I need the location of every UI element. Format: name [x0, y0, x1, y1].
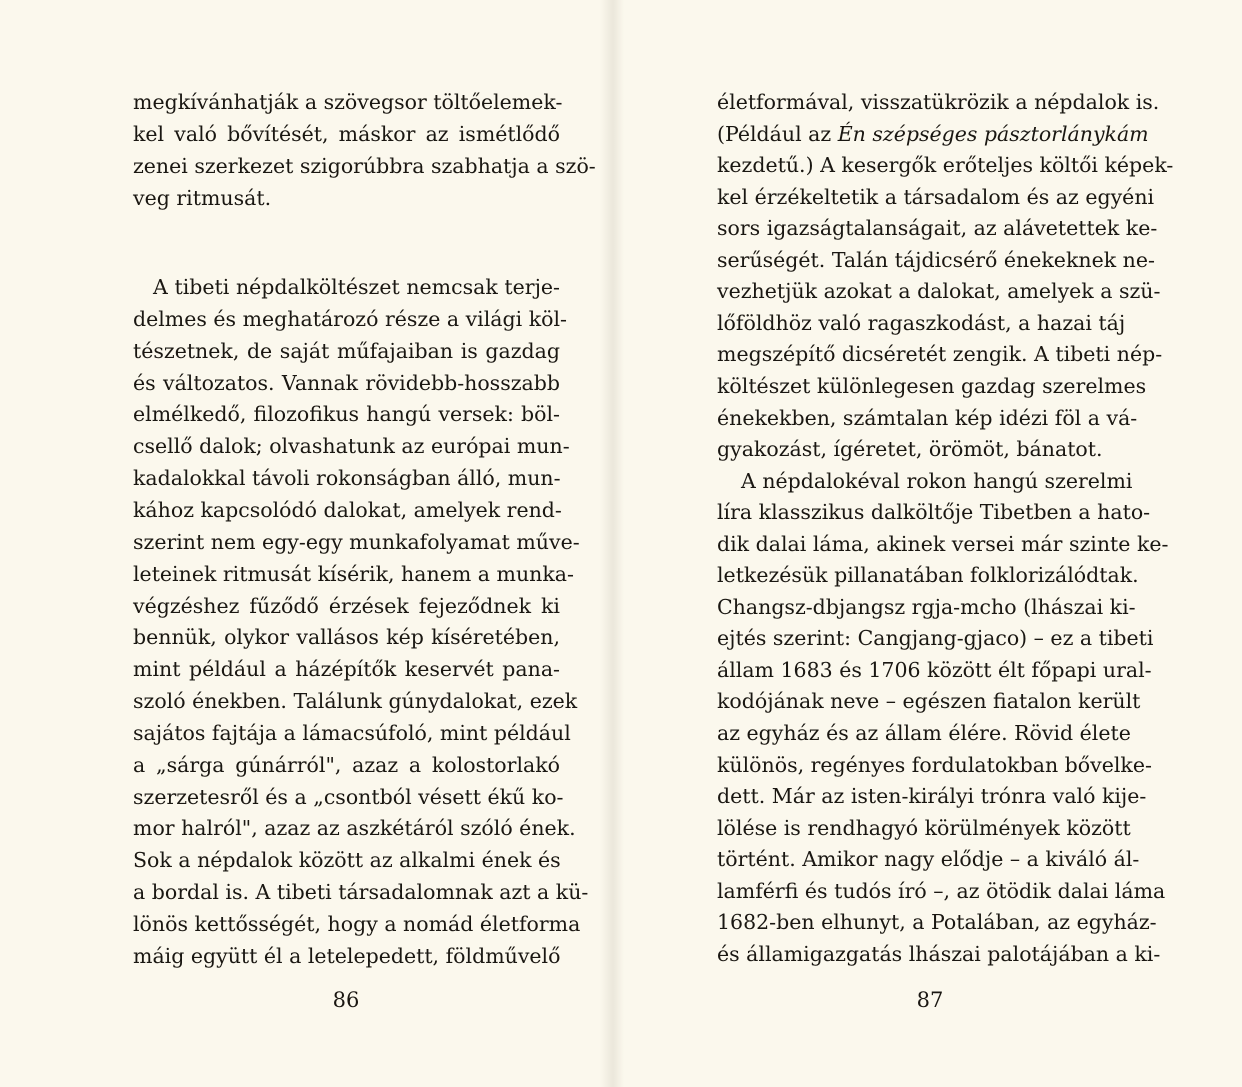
- text-line: szerint nem egy-egy munkafolyamat műve-: [133, 529, 580, 554]
- text-line: kadalokkal távoli rokonságban álló, mun-: [133, 466, 561, 491]
- text-line: bennük, olykor vallásos kép kíséretében,: [133, 625, 560, 650]
- right-page-number: 87: [916, 988, 944, 1012]
- text-line: történt. Amikor nagy elődje – a kiváló ál-: [717, 847, 1140, 872]
- text-line: delmes és meghatározó része a világi köl-: [133, 306, 567, 331]
- text-line: szerzetesről és a „csontból vésett ékű ko-: [133, 784, 564, 809]
- text-line: dett. Már az isten-királyi trónra való kije-: [717, 784, 1147, 809]
- text-line: megkívánhatják a szövegsor töltőelemek-: [133, 90, 563, 114]
- text-line: serűségét. Talán tájdicsérő énekeknek ne-: [717, 247, 1155, 272]
- text-line: az egyház és az állam élére. Rövid élete: [717, 721, 1131, 745]
- text-line: különös, regényes fordulatokban bővelke-: [717, 752, 1152, 777]
- italic-title: Én szépséges pásztorlánykám: [837, 121, 1149, 146]
- text-line: tészetnek, de saját műfajaiban is gazdag: [133, 338, 560, 363]
- text-line: A tibeti népdalköltészet nemcsak terje-: [153, 275, 560, 299]
- text-line: végzéshez fűződő érzések fejeződnek ki: [133, 593, 560, 618]
- text-line: Changsz-dbjangsz rgja-mcho (lhászai ki-: [717, 594, 1136, 619]
- text-line: zenei szerkezet szigorúbbra szabhatja a szö-: [133, 153, 596, 178]
- text-line: életformával, visszatükrözik a népdalok is.: [717, 90, 1160, 114]
- text-line: Sok a népdalok között az alkalmi ének és: [133, 848, 561, 873]
- text-line: lönös kettősségét, hogy a nomád életforma: [133, 912, 581, 936]
- text-line: lölése is rendhagyó körülmények között: [717, 815, 1131, 840]
- text-line: állam 1683 és 1706 között élt főpapi ural-: [717, 657, 1152, 682]
- text-line: lamférfi és tudós író –, az ötödik dalai láma: [717, 878, 1166, 903]
- text-line: a bordal is. A tibeti társadalomnak azt a kü-: [133, 880, 589, 905]
- text-line: és államigazgatás lhászai palotájában a ki-: [717, 941, 1161, 966]
- text-line: máig együtt él a letelepedett, földművelő: [133, 943, 561, 968]
- text-line: veg ritmusát.: [133, 185, 272, 210]
- text-line: dik dalai láma, akinek versei már szinte ke-: [717, 531, 1169, 556]
- text-line: költészet különlegesen gazdag szerelmes: [717, 373, 1147, 398]
- text-line: kához kapcsolódó dalokat, amelyek rend-: [133, 497, 562, 522]
- text-line: szoló énekben. Találunk gúnydalokat, ezek: [133, 689, 578, 714]
- text-line: mor halról", azaz az aszkétáról szóló ének.: [133, 816, 576, 841]
- text-line: [717, 118, 1149, 150]
- text-line: és változatos. Vannak rövidebb-hosszabb: [133, 370, 560, 395]
- text-line: vezhetjük azokat a dalokat, amelyek a szü-: [717, 279, 1161, 304]
- text-span: (Például az: [717, 121, 838, 146]
- text-line: énekekben, számtalan kép idézi föl a vá-: [717, 405, 1138, 430]
- text-line: sajátos fajtája a lámacsúfoló, mint például: [133, 720, 571, 745]
- text-line: ejtés szerint: Cangjang-gjaco) – ez a tibeti: [717, 626, 1154, 651]
- text-line: kezdetű.) A kesergők erőteljes költői képek-: [717, 153, 1174, 178]
- text-line: letkezésük pillanatában folklorizálódtak.: [717, 563, 1139, 588]
- text-line: líra klasszikus dalköltője Tibetben a hato-: [717, 500, 1151, 525]
- left-page-number: 86: [332, 988, 360, 1012]
- text-line: kel való bővítését, máskor az ismétlődő: [133, 121, 560, 146]
- text-line: elmélkedő, filozofikus hangú versek: böl-: [133, 402, 560, 427]
- text-line: kel érzékeltetik a társadalom és az egyéni: [717, 184, 1155, 209]
- text-line: lőföldhöz való ragaszkodást, a hazai táj: [717, 310, 1126, 335]
- text-line: mint például a házépítők keservét pana-: [133, 657, 560, 682]
- text-line: csellő dalok; olvashatunk az európai mun-: [133, 434, 570, 459]
- text-line: sors igazságtalanságait, az alávetettek ke-: [717, 216, 1158, 241]
- text-line: leteinek ritmusát kísérik, hanem a munka-: [133, 561, 574, 586]
- book-gutter: [600, 0, 624, 1087]
- text-line: kodójának neve – egészen fiatalon került: [717, 689, 1141, 714]
- text-line: megszépítő dicséretét zengik. A tibeti nép-: [717, 342, 1163, 367]
- text-line: gyakozást, ígéretet, örömöt, bánatot.: [717, 437, 1103, 462]
- text-line: a „sárga gúnárról", azaz a kolostorlakó: [133, 752, 560, 777]
- text-line: A népdalokéval rokon hangú szerelmi: [741, 468, 1133, 493]
- text-line: 1682-ben elhunyt, a Potalában, az egyház-: [717, 910, 1157, 935]
